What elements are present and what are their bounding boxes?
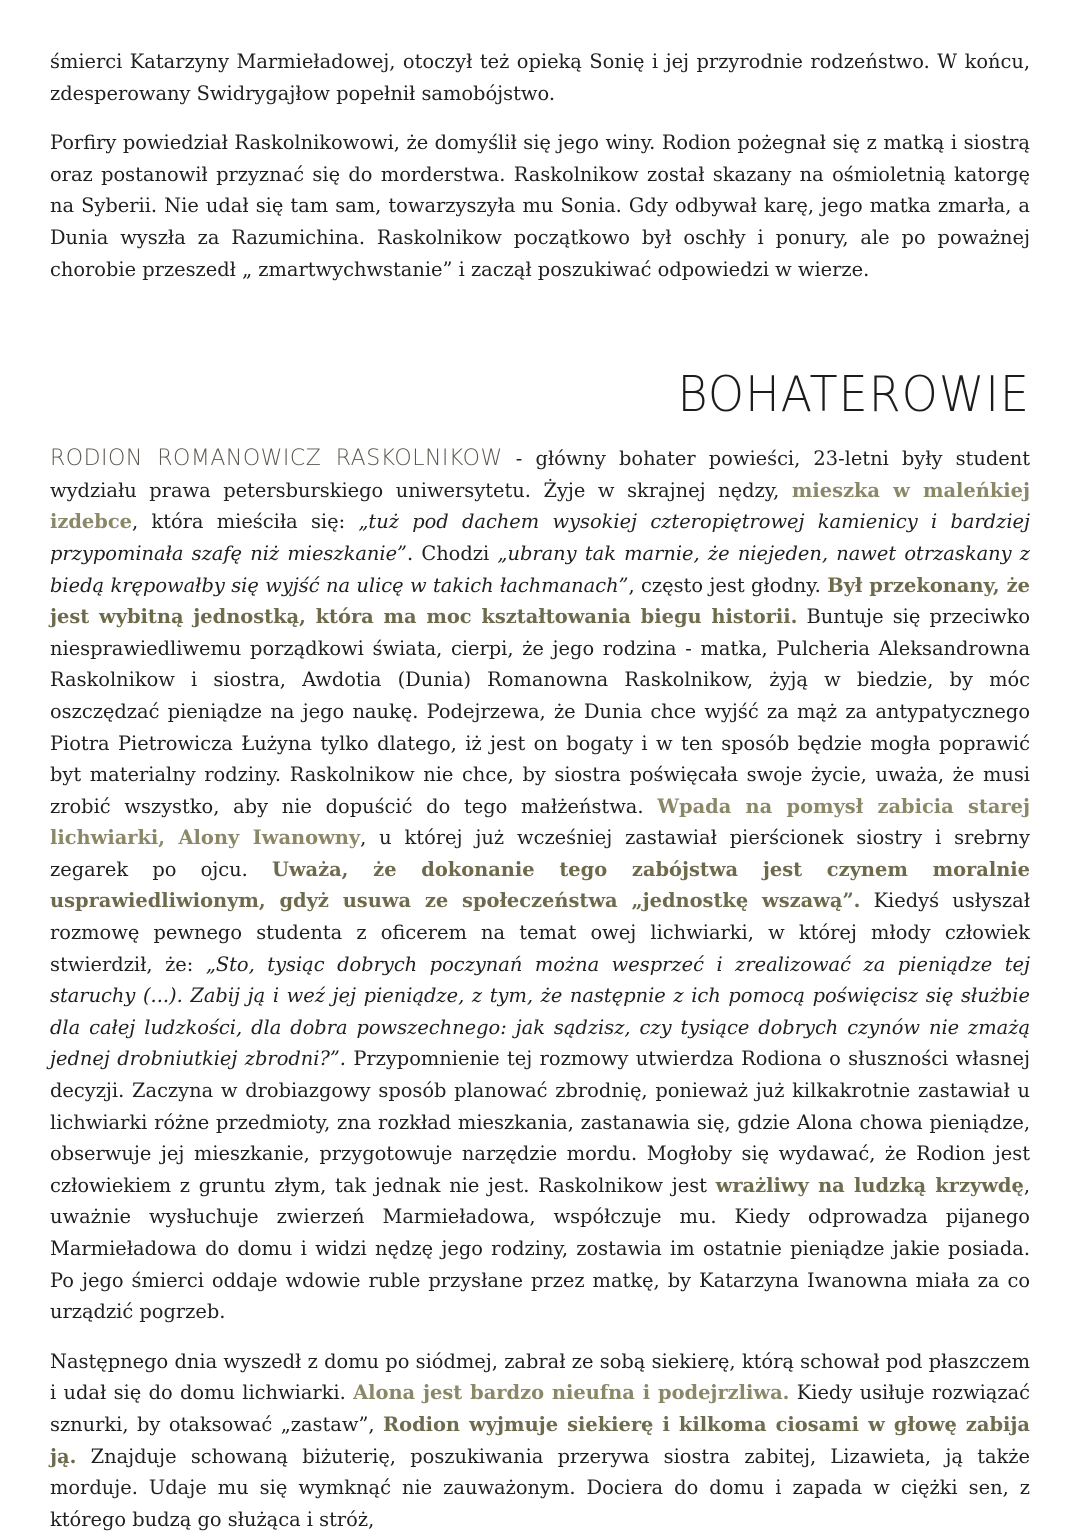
text-run: Znajduje schowaną biżuterię, poszukiwania przerywa siostra zabitej, Lizawieta, ją także morduje. Udaje mu się wymknąć nie zauważonym. Dociera do domu i zapada w ciężki sen, z którego budzą go służąca i stróż, (50, 1444, 1030, 1531)
quote-text: „tuż pod dachem wysokiej czteropiętrowej kamienicy i bardziej przypominała szafę niż mieszkanie” (50, 510, 1031, 565)
highlight-text: Wpada na pomysł zabicia starej lichwiarki, Alony Iwanowny (50, 794, 1030, 850)
document-page (50, 46, 1030, 1535)
section-heading: BOHATEROWIE (677, 365, 1030, 423)
character-name: RODION ROMANOWICZ RASKOLNIKOW (50, 446, 503, 472)
intro-paragraph-1: śmierci Katarzyny Marmieładowej, otoczył też opieką Sonię i jej przyrodnie rodzeństwo. W końcu, zdesperowany Swidrygajłow popełnił samobójstwo. (50, 50, 1030, 105)
character-paragraph (50, 443, 1030, 1328)
highlight-text: Był przekonany, że jest wybitną jednostką, która ma moc kształtowania biegu historii. (50, 573, 1030, 629)
highlight-text: mieszka w maleńkiej izdebce (50, 478, 1030, 534)
text-run: , która mieściła się: (131, 510, 359, 534)
text-run: Kiedy usiłuje rozwiązać sznurki, by otaksować „zastaw”, (50, 1381, 1031, 1436)
text-run: - główny bohater powieści, 23-letni były student wydziału prawa petersburskiego uniwersytetu. Żyje w skrajnej nędzy, (50, 447, 1030, 502)
text-run: . Chodzi (406, 541, 498, 565)
text-run: Kiedyś usłyszał rozmowę pewnego studenta z oficerem na temat owej lichwiarki, w której młody człowiek stwierdził, że: (50, 889, 1030, 976)
highlight-text: wrażliwy na ludzką krzywdę (715, 1173, 1024, 1197)
intro-paragraph-2: Porfiry powiedział Raskolnikowowi, że domyślił się jego winy. Rodion pożegnał się z matką i siostrą oraz postanowił przyznać się do morderstwa. Raskolnikow został skazany na ośmioletnią katorgę na Syberii. Nie udał się tam sam, towarzyszyła mu Sonia. Gdy odbywał karę, jego matka zmarła, a Dunia wyszła za Razumichina. Raskolnikow początkowo był oschły i ponury, ale po poważnej chorobie przeszedł „ zmartwychwstanie” i zaczął poszukiwać odpowiedzi w wierze. (50, 131, 1030, 281)
text-run: Przypomnienie tej rozmowy utwierdza Rodiona o słuszności własnej decyzji. Zaczyna w drobiazgowy sposób planować zbrodnię, ponieważ już kilkakrotnie zastawiał u lichwiarki różne przedmioty, zna rozkład mieszkania, zastanawia się, gdzie Alona chowa pieniądze, obserwuje jej mieszkanie, przygotowuje narzędzie mordu. Mogłoby się wydawać, że Rodion jest człowiekiem z gruntu złym, tak jednak nie jest. Raskolnikow jest (50, 1047, 1030, 1197)
quote-text: „Sto, tysiąc dobrych poczynań można wesprzeć i zrealizować za pieniądze tej staruchy (...). Zabij ją i weź jej pieniądze, z tym, że następnie z ich pomocą poświęcisz się służbie dla całej ludzkości, dla dobra powszechnego: jak sądzisz, czy tysiące dobrych czynów nie zmażą jednej drobniutkiej zbrodni?”. (50, 952, 1030, 1071)
highlight-text: Uważa, że dokonanie tego zabójstwa jest czynem moralnie usprawiedliwionym, gdyż usuwa ze społeczeństwa „jednostkę wszawą”. (50, 857, 1030, 913)
murder-paragraph (50, 1346, 1030, 1535)
text-run: , u której już wcześniej zastawiał pierścionek siostry i srebrny zegarek po ojcu. (50, 826, 1030, 881)
text-run: Następnego dnia wyszedł z domu po siódmej, zabrał ze sobą siekierę, którą schował pod płaszczem i udał się do domu lichwiarki. (50, 1349, 1030, 1405)
text-run: Buntuje się przeciwko niesprawiedliwemu porządkowi świata, cierpi, że jego rodzina - matka, Pulcheria Aleksandrowna Raskolnikow i siostra, Awdotia (Dunia) Romanowna Raskolnikow, żyją w biedzie, by móc oszczędzać pieniądze na jego naukę. Podejrzewa, że Dunia chce wyjść za mąż za antypatycznego Piotra Pietrowicza Łużyna tylko dlatego, iż jest on bogaty i w ten sposób będzie mogła poprawić byt materialny rodziny. Raskolnikow nie chce, by siostra poświęcała swoje życie, uważa, że musi zrobić wszystko, aby nie dopuścić do tego małżeństwa. (50, 605, 1031, 818)
highlight-text: Alona jest bardzo nieufna i podejrzliwa. (353, 1381, 790, 1405)
section-spacer (50, 285, 1030, 363)
text-run: , często jest głodny. (628, 573, 828, 597)
highlight-text: Rodion wyjmuje siekierę i kilkoma ciosami w głowę zabija ją. (50, 1412, 1030, 1468)
quote-text: „ubrany tak marnie, że niejeden, nawet otrzaskany z biedą krępowałby się wyjść na ulicę w takich łachmanach” (50, 541, 1030, 597)
text-run: , uważnie wysłuchuje zwierzeń Marmieładowa, współczuje mu. Kiedy odprowadza pijanego Marmieładowa do domu i widzi nędzę jego rodziny, zostawia im ostatnie pieniądze jakie posiada. Po jego śmierci oddaje wdowie ruble przysłane przez matkę, by Katarzyna Iwanowna miała za co urządzić pogrzeb. (50, 1173, 1030, 1324)
